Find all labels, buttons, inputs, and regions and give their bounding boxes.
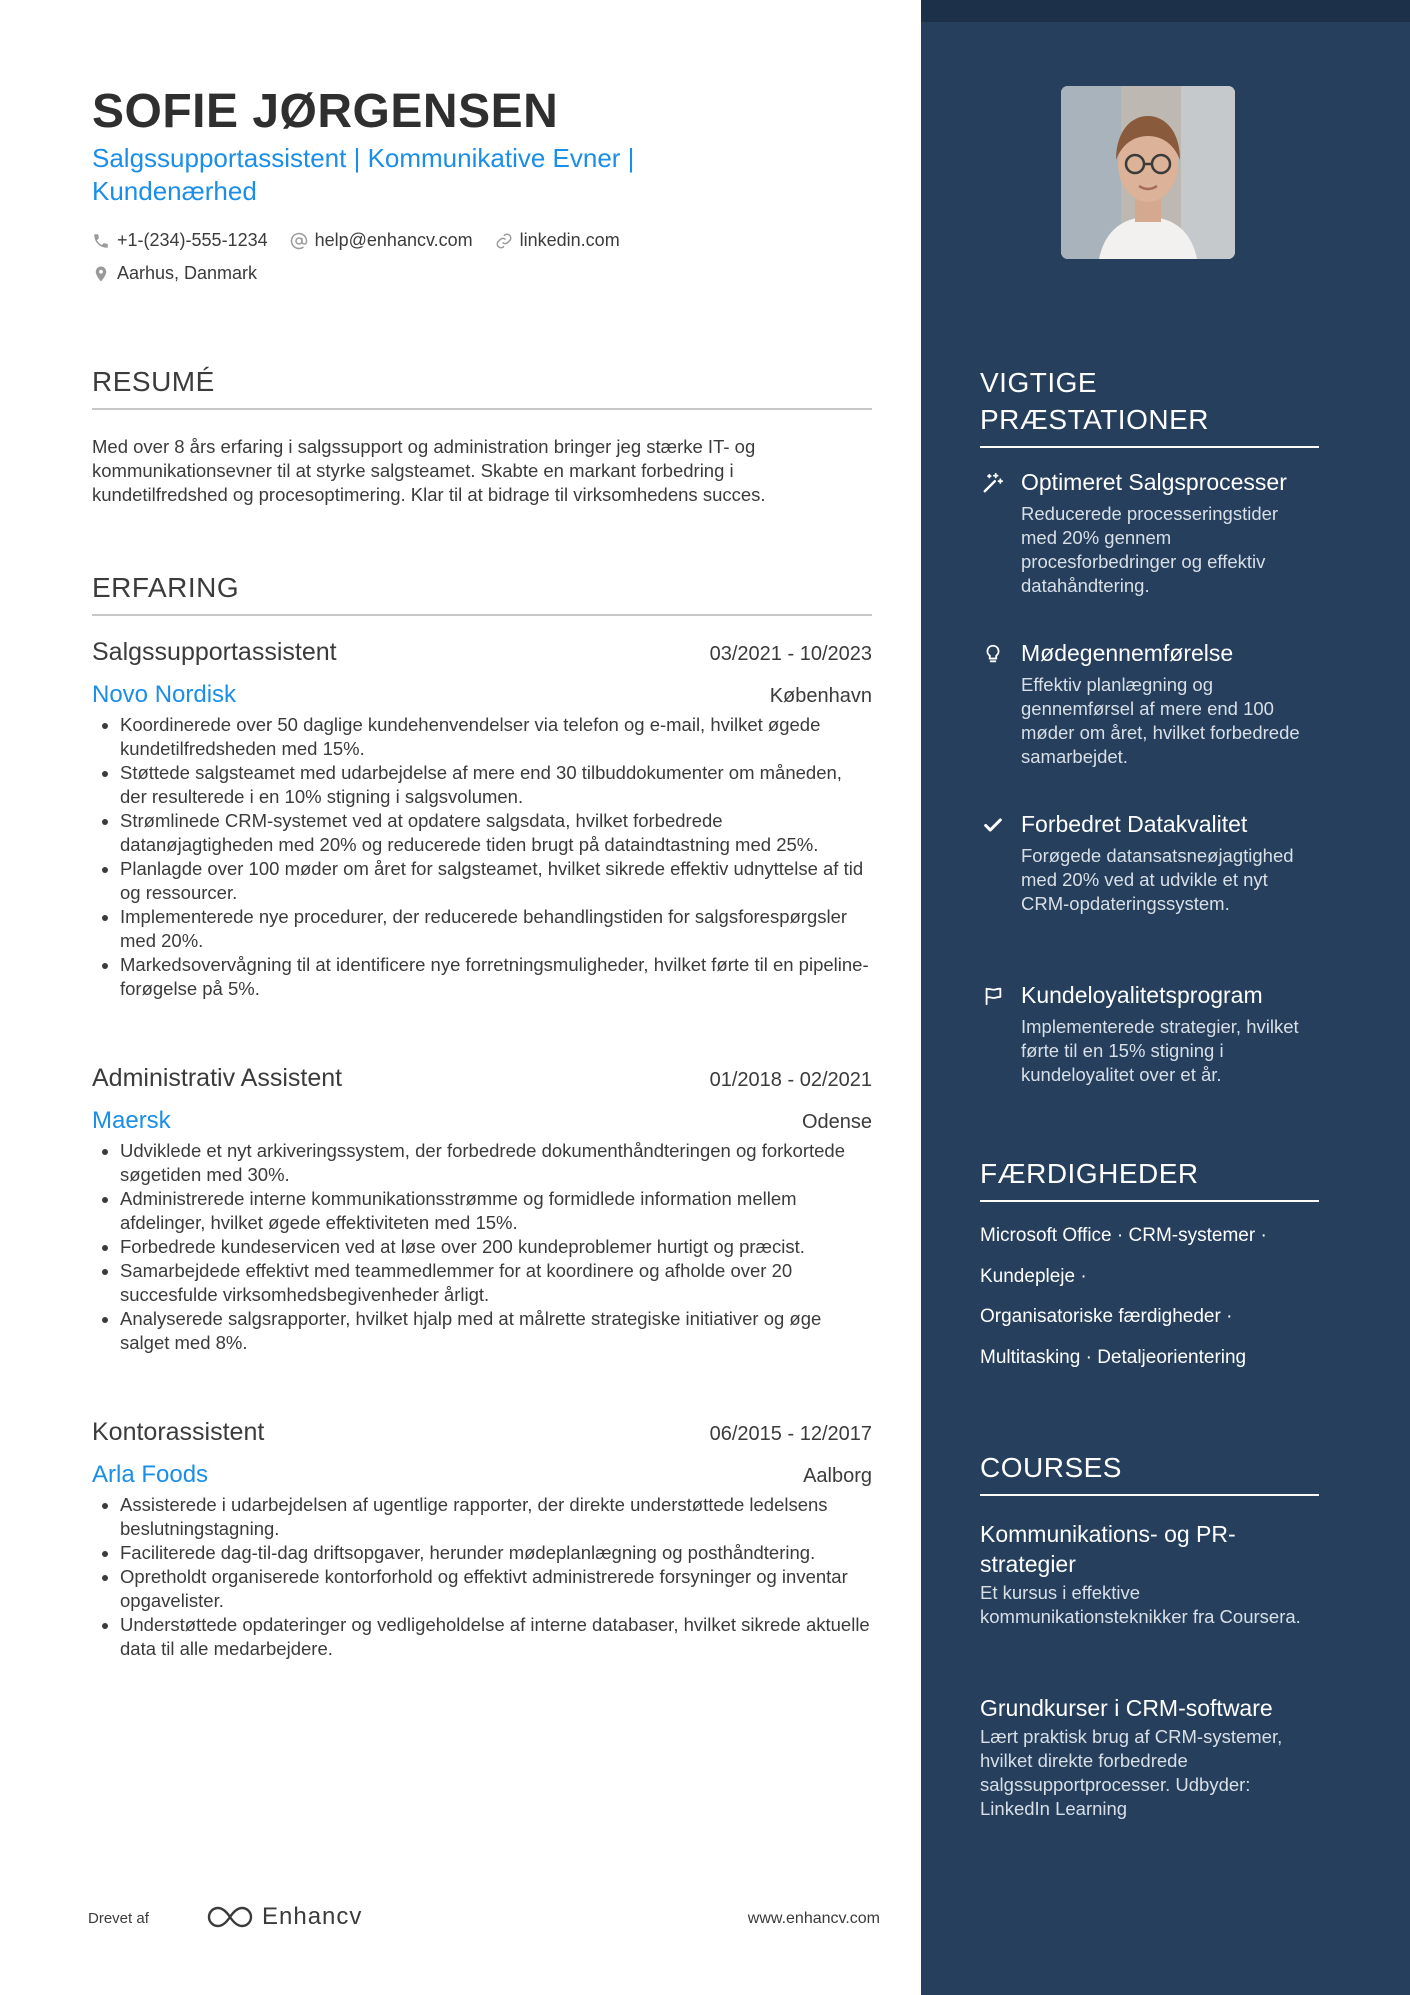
sidebar [921,0,1410,1995]
job-title: Administrativ Assistent [92,1064,343,1092]
achievement-item [980,982,1319,1087]
course-title: Kommunikations- og PR-strategier [980,1521,1236,1577]
enhancv-logo[interactable] [206,1903,362,1931]
job-bullets [92,713,872,1001]
bullet-item: • Markedsovervågning til at identificere nye forretningsmuligheder, hvilket førte til en pipeline-forøgelse på 5%. [120,953,872,1001]
skills-list [980,1222,1319,1384]
linkedin-contact[interactable] [495,230,620,251]
location-contact [92,263,257,284]
job-bullets [92,1493,872,1661]
avatar-portrait-icon [1061,86,1235,259]
footer [88,1900,880,1940]
bullet-item: • Planlagde over 100 møder om året for salgsteamet, hvilket sikrede effektiv udnyttelse af tid og ressourcer. [120,857,872,905]
job-entry [92,1418,872,1661]
achievement-desc: Implementerede strategier, hvilket førte til en 15% stigning i kundeloyalitet over et år. [1021,1016,1299,1085]
course-item [980,1693,1319,1821]
phone-text: +1-(234)-555-1234 [117,230,268,250]
achievement-item [980,811,1319,916]
course-item [980,1519,1319,1629]
infinity-logo-icon [206,1903,254,1931]
bullet-item: • Støttede salgsteamet med udarbejdelse af mere end 30 tilbuddokumenter om måneden, der resulterede i en 10% stigning i salgsvolumen. [120,761,872,809]
skill-line: Microsoft Office · CRM-systemer · [980,1225,1267,1246]
location-text: Aarhus, Danmark [117,263,258,283]
job-title: Kontorassistent [92,1418,265,1446]
bullet-item: • Faciliterede dag-til-dag driftsopgaver, herunder mødeplanlægning og posthåndtering. [120,1541,872,1565]
summary-text: Med over 8 års erfaring i salgssupport og administration bringer jeg stærke IT- og kommunikationsevner til at styrke salgsteamet. Skabte en markant forbedring i kundetilfredshed og procesoptimering. Klar til at bidrage til virksomhedens succes. [92,436,766,505]
job-location: Aalborg [803,1465,872,1487]
achievement-item [980,640,1319,769]
checkmark-icon [980,812,1005,837]
course-title: Grundkurser i CRM-software [980,1695,1273,1721]
at-icon [290,232,308,250]
achievement-title: Mødegennemførelse [1021,640,1234,666]
bullet-item: • Assisterede i udarbejdelsen af ugentlige rapporter, der direkte understøttede ledelsens beslutningstagning. [120,1493,872,1541]
bullet-item: • Forbedrede kundeservicen ved at løse over 200 kundeproblemer hurtigt og præcist. [120,1235,872,1259]
location-pin-icon [92,265,110,283]
footer-url[interactable]: www.enhancv.com [747,1910,880,1927]
email-text: help@enhancv.com [314,230,473,250]
achievement-desc: Reducerede processeringstider med 20% gennem procesforbedringer og effektiv datahåndtering. [1021,503,1279,596]
candidate-name: SOFIE JØRGENSEN [92,85,559,138]
bullet-item: • Udviklede et nyt arkiveringssystem, der forbedrede dokumenthåndteringen og forkortede søgetiden med 30%. [120,1139,872,1187]
flag-icon [980,983,1005,1008]
linkedin-text: linkedin.com [519,230,620,250]
company-name[interactable]: Novo Nordisk [92,681,237,708]
company-name[interactable]: Maersk [92,1107,171,1134]
sidebar-top-band [921,0,1410,22]
skill-line: Kundepleje · [980,1265,1087,1287]
job-location: København [769,685,872,707]
summary-title: RESUMÉ [92,366,872,410]
job-entry [92,638,872,1001]
job-dates: 03/2021 - 10/2023 [709,643,872,665]
achievement-item [980,469,1319,598]
course-desc: Lært praktisk brug af CRM-systemer, hvilket direkte forbedrede salgssupportprocesser. Udbyder: LinkedIn Learning [980,1726,1283,1819]
contact-row-1 [92,230,620,251]
experience-title: ERFARING [92,572,872,616]
email-contact[interactable] [290,230,473,251]
link-icon [495,232,513,250]
bullet-item: • Samarbejdede effektivt med teammedlemmer for at koordinere og afholde over 20 succesfulde virksomhedsbegivenheder årligt. [120,1259,872,1307]
job-dates: 01/2018 - 02/2021 [709,1069,872,1091]
skill-line: Organisatoriske færdigheder · [980,1306,1233,1327]
bullet-item: • Opretholdt organiserede kontorforhold og effektivt administrerede forsyninger og inventar opgavelister. [120,1565,872,1613]
bullet-item: • Understøttede opdateringer og vedligeholdelse af interne databaser, hvilket sikrede aktuelle data til alle medarbejdere. [120,1613,872,1661]
courses-title: COURSES [980,1449,1319,1496]
achievements-title: VIGTIGE PRÆSTATIONER [980,364,1319,448]
skills-title: FÆRDIGHEDER [980,1155,1319,1202]
achievement-title: Forbedret Datakvalitet [1021,811,1248,837]
logo-text: Enhancv [262,1903,363,1930]
job-entry [92,1064,872,1355]
bullet-item: • Strømlinede CRM-systemet ved at opdatere salgsdata, hvilket forbedrede datanøjagtigheden med 20% og reducerede tiden brugt på dataindtastning med 25%. [120,809,872,857]
achievement-title: Kundeloyalitetsprogram [1021,982,1263,1008]
skill-line: Multitasking · Detaljeorientering [980,1346,1247,1368]
phone-icon [92,232,110,250]
bullet-item: • Implementerede nye procedurer, der reducerede behandlingstiden for salgsforespørgsler med 20%. [120,905,872,953]
contact-row-2 [92,263,257,284]
achievement-title: Optimeret Salgsprocesser [1021,469,1287,495]
phone-contact[interactable] [92,230,268,251]
profile-photo [1061,86,1235,259]
headline: Salgssupportassistent | Kommunikative Evner | Kundenærhed [92,143,635,206]
lightbulb-icon [980,641,1005,666]
magic-wand-icon [980,470,1005,495]
course-desc: Et kursus i effektive kommunikationsteknikker fra Coursera. [980,1582,1301,1627]
job-location: Odense [801,1111,872,1133]
job-dates: 06/2015 - 12/2017 [709,1423,872,1445]
powered-by-label: Drevet af [88,1910,149,1927]
achievement-desc: Forøgede datansatsneøjagtighed med 20% ved at udvikle et nyt CRM-opdateringssystem. [1021,845,1294,914]
achievement-desc: Effektiv planlægning og gennemførsel af mere end 100 møder om året, hvilket forbedrede samarbejdet. [1021,674,1300,767]
company-name[interactable]: Arla Foods [92,1461,209,1488]
bullet-item: • Administrerede interne kommunikationsstrømme og formidlede information mellem afdelinger, hvilket øgede effektiviteten med 15%. [120,1187,872,1235]
job-title: Salgssupportassistent [92,638,337,666]
bullet-item: • Koordinerede over 50 daglige kundehenvendelser via telefon og e-mail, hvilket øgede kundetilfredsheden med 15%. [120,713,872,761]
bullet-item: • Analyserede salgsrapporter, hvilket hjalp med at målrette strategiske initiativer og øge salget med 8%. [120,1307,872,1355]
job-bullets [92,1139,872,1355]
